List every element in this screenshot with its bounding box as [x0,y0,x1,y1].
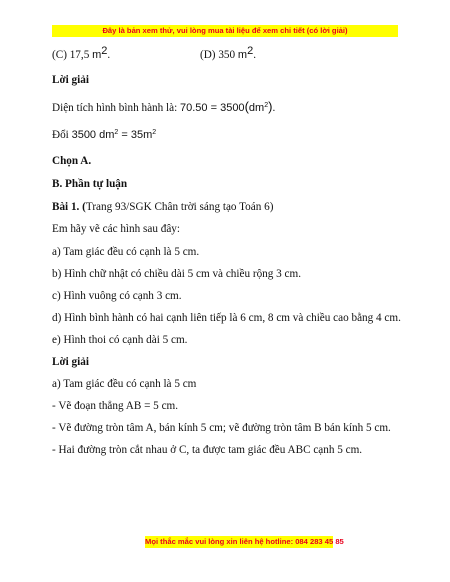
convert-formula: 3500 $dm^2 = 35m^2$ [71,129,157,141]
preview-banner: Đây là bản xem thử, vui lòng mua tài liệu để xem chi tiết (có lời giải) [52,25,398,37]
exercise-item: a) Tam giác đều có cạnh là 5 cm. [52,246,200,258]
option-c: (C) 17,5 $m^2$. [52,45,111,61]
convert-line: Đổi 3500 $dm^2 = 35m^2$ [52,129,157,141]
exercise-item: c) Hình vuông có cạnh 3 cm. [52,290,182,302]
solution-heading: Lời giải [52,356,89,368]
exercise-intro: Em hãy vẽ các hình sau đây: [52,223,180,235]
exercise-item: e) Hình thoi có cạnh dài 5 cm. [52,334,188,346]
hotline-banner: Mọi thắc mắc vui lòng xin liên hệ hotline: 084 283 45 85 [145,537,344,546]
solution-line: - Vẽ đoạn thẳng AB = 5 cm. [52,400,179,412]
area-formula: $70.50 = 3500(dm^2)$ [180,99,273,114]
exercise-item: b) Hình chữ nhật có chiều dài 5 cm và chiều rộng 3 cm. [52,268,302,280]
part-b-heading: B. Phần tự luận [52,178,128,190]
option-d: (D) 350 $m^2$. [200,45,256,61]
solution-line: - Vẽ đường tròn tâm A, bán kính 5 cm; vẽ đường tròn tâm B bán kính 5 cm. [52,422,391,434]
exercise-item: d) Hình bình hành có hai cạnh liên tiếp là 6 cm, 8 cm và chiều cao bằng 4 cm. [52,312,401,324]
solution-line: - Hai đường tròn cắt nhau ở C, ta được tam giác đều ABC cạnh 5 cm. [52,444,363,456]
solution-heading: Lời giải [52,74,89,86]
solution-line: a) Tam giác đều có cạnh là 5 cm [52,378,197,390]
answer-choice: Chọn A. [52,155,92,167]
exercise-title: Bài 1. (Trang 93/SGK Chân trời sáng tạo Toán 6) [52,201,274,213]
area-line: Diện tích hình bình hành là: $70.50 = 3500(dm^2)$. [52,99,276,114]
